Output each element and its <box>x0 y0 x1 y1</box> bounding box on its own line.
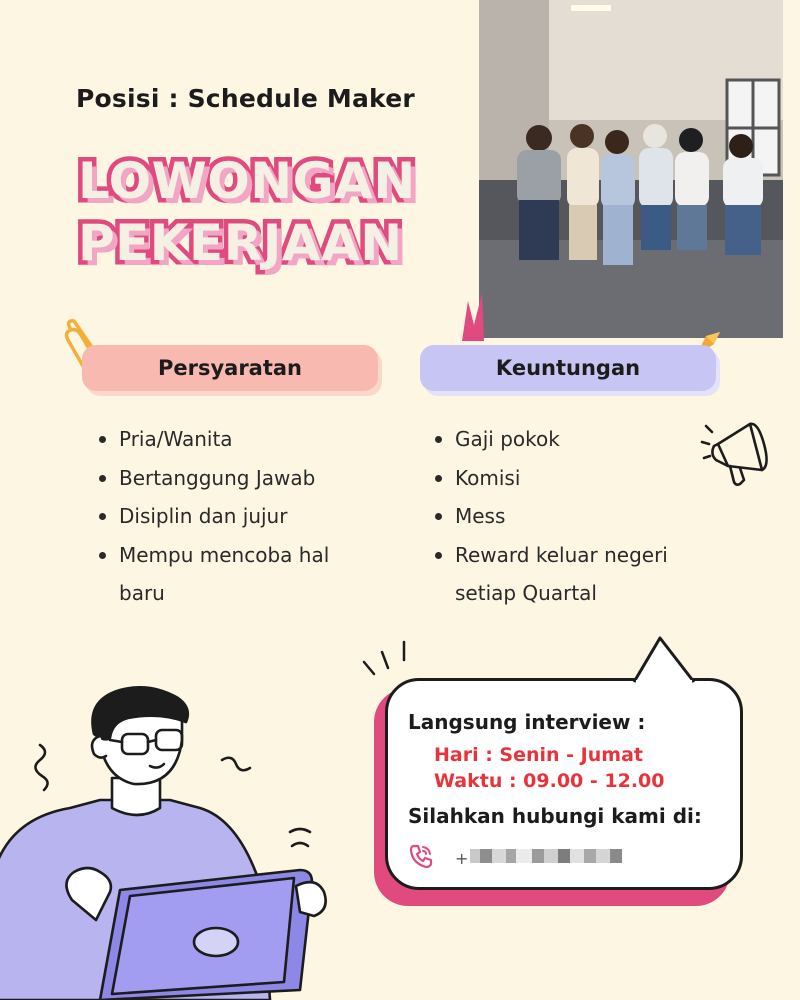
list-item: Gaji pokok <box>433 420 693 459</box>
list-item: Mess <box>433 497 693 536</box>
requirements-list <box>97 420 357 613</box>
phone-number[interactable]: + <box>455 849 469 868</box>
benefits-header: Keuntungan <box>420 345 716 391</box>
headline-line-1: LOWONGAN <box>78 152 416 210</box>
headline <box>78 150 416 274</box>
headline-line-2: PEKERJAAN <box>78 214 403 272</box>
megaphone-icon <box>700 414 780 490</box>
list-item: Mempu mencoba hal baru <box>97 536 357 613</box>
list-item: Disiplin dan jujur <box>97 497 357 536</box>
list-item: Reward keluar negeri setiap Quartal <box>433 536 693 613</box>
person-laptop-illustration <box>0 660 370 1000</box>
bubble-tail <box>630 636 700 684</box>
contact-title: Silahkan hubungi kami di: <box>408 804 702 828</box>
list-item: Pria/Wanita <box>97 420 357 459</box>
interview-title: Langsung interview : <box>408 710 646 734</box>
interview-time: Waktu : 09.00 - 12.00 <box>434 770 665 792</box>
requirements-header: Persyaratan <box>82 345 378 391</box>
interview-days: Hari : Senin - Jumat <box>434 744 643 766</box>
position-title: Posisi : Schedule Maker <box>76 84 415 113</box>
phone-icon <box>408 843 434 869</box>
list-item: Komisi <box>433 459 693 498</box>
leaf-doodle-icon <box>456 285 496 341</box>
list-item: Bertanggung Jawab <box>97 459 357 498</box>
team-photo <box>479 0 783 338</box>
phone-number-redacted <box>470 849 622 863</box>
benefits-list <box>433 420 693 613</box>
